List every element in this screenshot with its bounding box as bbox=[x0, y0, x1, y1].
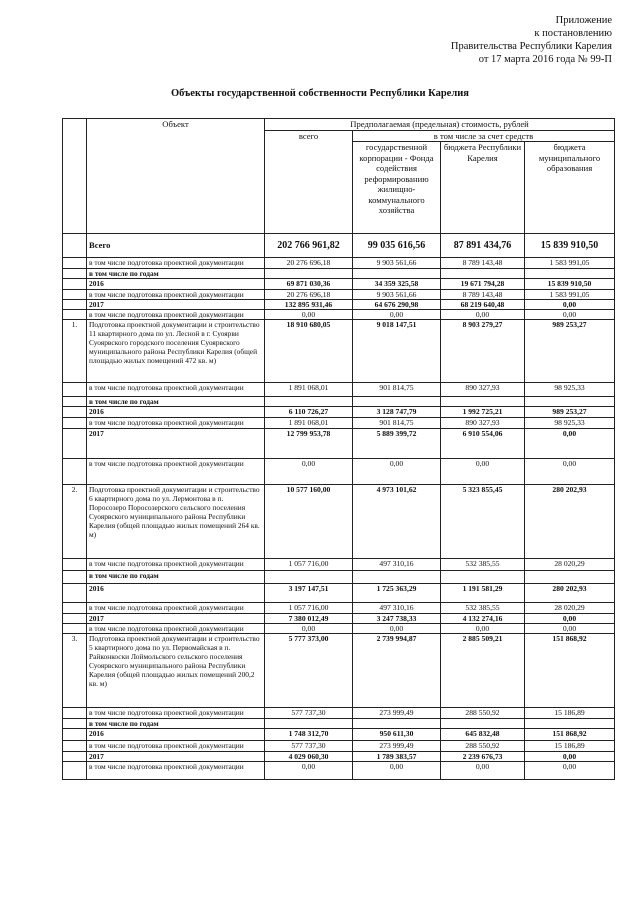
row-value: 0,00 bbox=[525, 624, 615, 634]
table-row bbox=[63, 729, 615, 741]
row-value: 1 725 363,29 bbox=[353, 584, 441, 603]
row-value: 4 132 274,16 bbox=[441, 614, 525, 624]
row-label: в том числе по годам bbox=[87, 719, 265, 729]
row-value: 6 910 554,06 bbox=[441, 429, 525, 459]
table-row bbox=[63, 584, 615, 603]
table-row bbox=[63, 290, 615, 300]
table-row bbox=[63, 762, 615, 780]
row-value: 3 197 147,51 bbox=[265, 584, 353, 603]
num-header-cell bbox=[63, 119, 87, 234]
row-number bbox=[63, 290, 87, 300]
row-label: в том числе подготовка проектной документации bbox=[87, 741, 265, 752]
row-number bbox=[63, 603, 87, 614]
row-number: 1. bbox=[63, 320, 87, 383]
municipal-header: бюджета муниципального образования bbox=[525, 142, 615, 234]
row-value: 20 276 696,18 bbox=[265, 258, 353, 269]
row-value: 15 186,89 bbox=[525, 741, 615, 752]
row-value bbox=[441, 397, 525, 407]
row-value: 288 550,92 bbox=[441, 708, 525, 719]
row-value: 645 832,48 bbox=[441, 729, 525, 741]
row-number bbox=[63, 418, 87, 429]
cost-header: Предполагаемая (предельная) стоимость, рублей bbox=[265, 119, 615, 131]
row-value: 2 239 676,73 bbox=[441, 752, 525, 762]
row-value bbox=[441, 269, 525, 279]
row-value: 34 359 325,58 bbox=[353, 279, 441, 290]
row-value: 10 577 160,00 bbox=[265, 485, 353, 559]
row-value: 28 020,29 bbox=[525, 559, 615, 571]
row-value bbox=[353, 719, 441, 729]
row-value: 19 671 794,28 bbox=[441, 279, 525, 290]
table-row bbox=[63, 634, 615, 708]
appendix-header bbox=[451, 14, 612, 66]
row-value: 15 186,89 bbox=[525, 708, 615, 719]
row-value: 1 748 312,70 bbox=[265, 729, 353, 741]
row-value: 15 839 910,50 bbox=[525, 279, 615, 290]
row-value: 7 380 012,49 bbox=[265, 614, 353, 624]
row-number bbox=[63, 429, 87, 459]
row-value: 87 891 434,76 bbox=[441, 234, 525, 258]
row-label: Подготовка проектной документации и строительство 11 квартирного дома по ул. Лесной в г. Суоярви Суоярвского городского поселения Суоярвского муниципального района Республики Карелия (общей площадью жилых помещений 472 кв. м) bbox=[87, 320, 265, 383]
row-number bbox=[63, 719, 87, 729]
row-value: 8 789 143,48 bbox=[441, 258, 525, 269]
row-value: 890 327,93 bbox=[441, 418, 525, 429]
table-row bbox=[63, 571, 615, 584]
row-value bbox=[265, 397, 353, 407]
row-label: Подготовка проектной документации и строительство 6 квартирного дома по ул. Лермонтова в п. Поросозеро Поросозерского сельского поселения Суоярвского муниципального района Республики Карелия (общей площадью жилых помещений 264 кв. м) bbox=[87, 485, 265, 559]
header-line-3: Правительства Республики Карелия bbox=[450, 41, 612, 52]
row-value bbox=[525, 269, 615, 279]
row-value: 151 868,92 bbox=[525, 729, 615, 741]
row-value: 9 018 147,51 bbox=[353, 320, 441, 383]
row-value bbox=[265, 269, 353, 279]
row-number bbox=[63, 300, 87, 310]
row-value: 1 057 716,00 bbox=[265, 559, 353, 571]
row-value: 280 202,93 bbox=[525, 485, 615, 559]
table-row bbox=[63, 279, 615, 290]
row-label: 2017 bbox=[87, 300, 265, 310]
row-value: 1 992 725,21 bbox=[441, 407, 525, 418]
row-value: 1 583 991,05 bbox=[525, 258, 615, 269]
row-label: в том числе по годам bbox=[87, 397, 265, 407]
row-value: 98 925,33 bbox=[525, 418, 615, 429]
row-value: 0,00 bbox=[525, 310, 615, 320]
row-value: 4 973 101,62 bbox=[353, 485, 441, 559]
row-number bbox=[63, 752, 87, 762]
row-label: в том числе подготовка проектной документации bbox=[87, 708, 265, 719]
row-label: в том числе подготовка проектной документации bbox=[87, 383, 265, 397]
row-value: 12 799 953,78 bbox=[265, 429, 353, 459]
row-value: 3 128 747,79 bbox=[353, 407, 441, 418]
row-value: 5 323 855,45 bbox=[441, 485, 525, 559]
row-value: 0,00 bbox=[525, 762, 615, 780]
row-number bbox=[63, 397, 87, 407]
table-row bbox=[63, 559, 615, 571]
row-value: 0,00 bbox=[353, 624, 441, 634]
row-value: 532 385,55 bbox=[441, 559, 525, 571]
row-number bbox=[63, 269, 87, 279]
table-row bbox=[63, 269, 615, 279]
row-value: 64 676 290,98 bbox=[353, 300, 441, 310]
row-value: 8 789 143,48 bbox=[441, 290, 525, 300]
row-value: 0,00 bbox=[265, 762, 353, 780]
row-value: 0,00 bbox=[441, 762, 525, 780]
row-value: 890 327,93 bbox=[441, 383, 525, 397]
row-value: 1 891 068,01 bbox=[265, 383, 353, 397]
row-number bbox=[63, 614, 87, 624]
row-value: 0,00 bbox=[525, 459, 615, 485]
object-header: Объект bbox=[87, 119, 265, 234]
row-value: 497 310,16 bbox=[353, 603, 441, 614]
row-value: 0,00 bbox=[525, 429, 615, 459]
row-value: 2 739 994,87 bbox=[353, 634, 441, 708]
row-value: 950 611,30 bbox=[353, 729, 441, 741]
row-label: 2017 bbox=[87, 429, 265, 459]
row-value: 20 276 696,18 bbox=[265, 290, 353, 300]
row-value: 0,00 bbox=[353, 310, 441, 320]
row-value: 273 999,49 bbox=[353, 708, 441, 719]
row-value: 0,00 bbox=[353, 459, 441, 485]
row-label: в том числе по годам bbox=[87, 269, 265, 279]
row-value: 497 310,16 bbox=[353, 559, 441, 571]
row-label: Всего bbox=[87, 234, 265, 258]
row-value: 28 020,29 bbox=[525, 603, 615, 614]
row-label: 2017 bbox=[87, 614, 265, 624]
objects-table-body bbox=[63, 234, 615, 780]
row-label: Подготовка проектной документации и строительство 5 квартирного дома по ул. Первомайская в п. Райконкоски Лоймольского сельского поселения Суоярвского муниципального района Республики Карелия (общей площадью жилых помещений 200,2 кв. м) bbox=[87, 634, 265, 708]
table-row bbox=[63, 429, 615, 459]
table-row bbox=[63, 614, 615, 624]
document-title: Объекты государственной собственности Республики Карелия bbox=[171, 88, 469, 99]
row-value: 1 789 383,57 bbox=[353, 752, 441, 762]
table-row bbox=[63, 320, 615, 383]
row-label: в том числе подготовка проектной документации bbox=[87, 290, 265, 300]
row-number bbox=[63, 729, 87, 741]
row-value: 9 903 561,66 bbox=[353, 258, 441, 269]
row-label: 2016 bbox=[87, 584, 265, 603]
row-label: в том числе подготовка проектной документации bbox=[87, 310, 265, 320]
row-value: 1 891 068,01 bbox=[265, 418, 353, 429]
row-value: 132 895 931,46 bbox=[265, 300, 353, 310]
row-label: в том числе подготовка проектной документации bbox=[87, 624, 265, 634]
row-number bbox=[63, 741, 87, 752]
table-row bbox=[63, 383, 615, 397]
row-value: 989 253,27 bbox=[525, 320, 615, 383]
row-label: в том числе подготовка проектной документации bbox=[87, 603, 265, 614]
row-value: 0,00 bbox=[525, 752, 615, 762]
table-row bbox=[63, 603, 615, 614]
table-row bbox=[63, 258, 615, 269]
header-line-2: к постановлению bbox=[534, 28, 612, 39]
row-value: 98 925,33 bbox=[525, 383, 615, 397]
row-label: 2017 bbox=[87, 752, 265, 762]
row-value: 4 029 060,30 bbox=[265, 752, 353, 762]
row-value bbox=[525, 719, 615, 729]
row-value: 280 202,93 bbox=[525, 584, 615, 603]
row-number: 2. bbox=[63, 485, 87, 559]
row-number bbox=[63, 708, 87, 719]
table-row bbox=[63, 741, 615, 752]
header-line-4: от 17 марта 2016 года № 99-П bbox=[478, 54, 612, 65]
row-value: 3 247 738,33 bbox=[353, 614, 441, 624]
row-number bbox=[63, 624, 87, 634]
row-value: 1 191 581,29 bbox=[441, 584, 525, 603]
row-label: в том числе подготовка проектной документации bbox=[87, 559, 265, 571]
row-value bbox=[353, 397, 441, 407]
row-value: 0,00 bbox=[525, 614, 615, 624]
row-value: 6 110 726,27 bbox=[265, 407, 353, 418]
row-number bbox=[63, 571, 87, 584]
row-label: 2016 bbox=[87, 407, 265, 418]
table-row bbox=[63, 459, 615, 485]
row-value: 8 903 279,27 bbox=[441, 320, 525, 383]
table-row bbox=[63, 397, 615, 407]
table-row bbox=[63, 708, 615, 719]
row-number bbox=[63, 407, 87, 418]
row-value: 202 766 961,82 bbox=[265, 234, 353, 258]
table-row bbox=[63, 719, 615, 729]
header-line-1: Приложение bbox=[555, 15, 612, 26]
row-value: 68 219 640,48 bbox=[441, 300, 525, 310]
row-value: 577 737,30 bbox=[265, 708, 353, 719]
row-value: 151 868,92 bbox=[525, 634, 615, 708]
table-row bbox=[63, 752, 615, 762]
row-value bbox=[441, 719, 525, 729]
row-value: 5 889 399,72 bbox=[353, 429, 441, 459]
republic-header: бюджета Республики Карелия bbox=[441, 142, 525, 234]
table-row bbox=[63, 300, 615, 310]
row-label: в том числе подготовка проектной документации bbox=[87, 418, 265, 429]
row-value: 5 777 373,00 bbox=[265, 634, 353, 708]
row-value: 1 583 991,05 bbox=[525, 290, 615, 300]
row-value bbox=[353, 571, 441, 584]
row-number bbox=[63, 258, 87, 269]
row-value: 2 885 509,21 bbox=[441, 634, 525, 708]
row-value: 273 999,49 bbox=[353, 741, 441, 752]
row-label: в том числе подготовка проектной документации bbox=[87, 459, 265, 485]
row-value: 69 871 030,36 bbox=[265, 279, 353, 290]
row-value: 0,00 bbox=[441, 624, 525, 634]
row-value: 0,00 bbox=[353, 762, 441, 780]
row-value: 901 814,75 bbox=[353, 383, 441, 397]
table-row bbox=[63, 485, 615, 559]
row-label: 2016 bbox=[87, 729, 265, 741]
row-label: в том числе подготовка проектной документации bbox=[87, 258, 265, 269]
row-value: 0,00 bbox=[265, 310, 353, 320]
row-value: 577 737,30 bbox=[265, 741, 353, 752]
row-label: в том числе по годам bbox=[87, 571, 265, 584]
row-value: 901 814,75 bbox=[353, 418, 441, 429]
row-value: 288 550,92 bbox=[441, 741, 525, 752]
including-header: в том числе за счет средств bbox=[353, 130, 615, 142]
row-number bbox=[63, 584, 87, 603]
row-value: 18 910 680,05 bbox=[265, 320, 353, 383]
row-number bbox=[63, 383, 87, 397]
row-value: 0,00 bbox=[525, 300, 615, 310]
fund-header: государственной корпорации - Фонда содействия реформированию жилищно-коммунального хозяйства bbox=[353, 142, 441, 234]
row-value bbox=[525, 571, 615, 584]
table-row bbox=[63, 310, 615, 320]
row-number bbox=[63, 559, 87, 571]
row-value bbox=[353, 269, 441, 279]
row-number bbox=[63, 234, 87, 258]
row-value: 15 839 910,50 bbox=[525, 234, 615, 258]
row-value: 0,00 bbox=[265, 459, 353, 485]
row-number bbox=[63, 310, 87, 320]
row-label: 2016 bbox=[87, 279, 265, 290]
row-value bbox=[441, 571, 525, 584]
row-number: 3. bbox=[63, 634, 87, 708]
row-value: 1 057 716,00 bbox=[265, 603, 353, 614]
row-value bbox=[265, 571, 353, 584]
row-number bbox=[63, 279, 87, 290]
table-row bbox=[63, 234, 615, 258]
row-value: 989 253,27 bbox=[525, 407, 615, 418]
row-value: 0,00 bbox=[441, 459, 525, 485]
row-label: в том числе подготовка проектной документации bbox=[87, 762, 265, 780]
objects-table bbox=[62, 118, 615, 780]
row-value: 99 035 616,56 bbox=[353, 234, 441, 258]
row-value: 532 385,55 bbox=[441, 603, 525, 614]
row-value: 0,00 bbox=[441, 310, 525, 320]
row-number bbox=[63, 459, 87, 485]
row-value: 0,00 bbox=[265, 624, 353, 634]
table-row bbox=[63, 418, 615, 429]
table-row bbox=[63, 624, 615, 634]
row-value bbox=[265, 719, 353, 729]
table-row bbox=[63, 407, 615, 418]
row-value: 9 903 561,66 bbox=[353, 290, 441, 300]
row-value bbox=[525, 397, 615, 407]
row-number bbox=[63, 762, 87, 780]
total-header: всего bbox=[265, 130, 353, 234]
